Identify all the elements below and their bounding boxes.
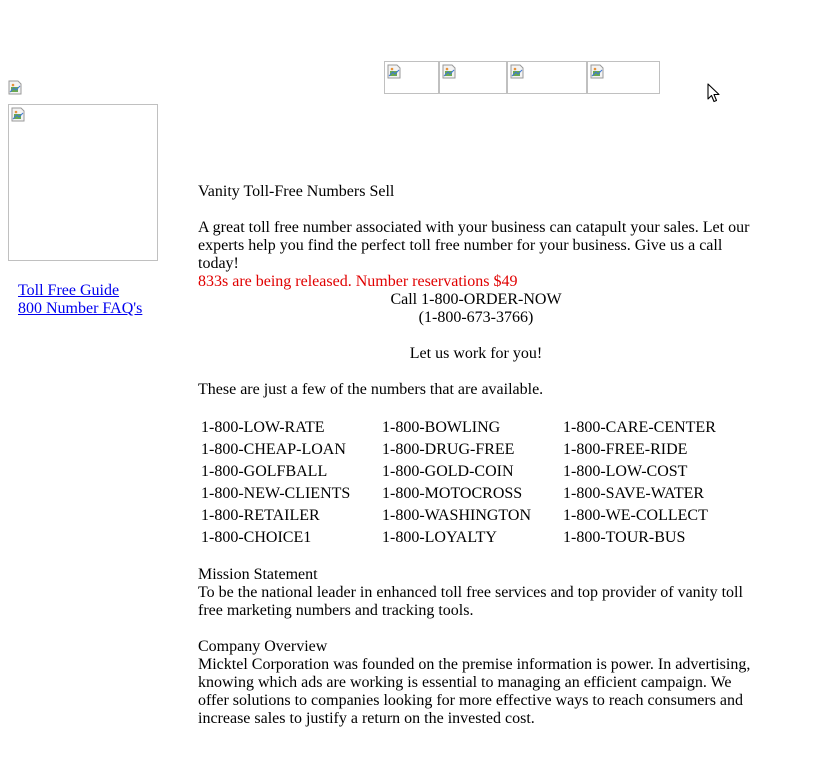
numbers-table — [199, 417, 725, 549]
broken-image-icon — [11, 107, 25, 122]
nav-image-3[interactable] — [507, 61, 587, 94]
number-cell: 1-800-MOTOCROSS — [382, 485, 523, 502]
number-cell: 1-800-GOLFBALL — [201, 463, 328, 480]
number-cell: 1-800-GOLD-COIN — [382, 463, 514, 480]
table-row — [199, 527, 725, 549]
number-cell: 1-800-LOW-RATE — [201, 419, 325, 436]
table-row — [199, 439, 725, 461]
table-row — [199, 483, 725, 505]
number-cell: 1-800-CHEAP-LOAN — [201, 441, 346, 458]
intro-text: A great toll free number associated with your business can catapult your sales. Let our experts help you find the perfect toll free number for your business. Give us a call today! — [198, 219, 750, 272]
numbers-intro: These are just a few of the numbers that are available. — [198, 381, 544, 398]
call-text: Call 1-800-ORDER-NOW — [390, 291, 562, 308]
number-cell: 1-800-CHOICE1 — [201, 529, 312, 546]
main-content — [198, 183, 754, 728]
number-cell: 1-800-SAVE-WATER — [563, 485, 705, 502]
promo-text: 833s are being released. Number reservations $49 — [198, 273, 518, 290]
number-cell: 1-800-WASHINGTON — [382, 507, 532, 524]
broken-image-icon — [442, 64, 456, 79]
number-cell: 1-800-CARE-CENTER — [563, 419, 716, 436]
number-cell: 1-800-LOYALTY — [382, 529, 497, 546]
sidebar-links — [18, 282, 142, 318]
number-cell: 1-800-TOUR-BUS — [563, 529, 686, 546]
number-cell: 1-800-WE-COLLECT — [563, 507, 708, 524]
nav-image-2[interactable] — [439, 61, 507, 94]
number-cell: 1-800-DRUG-FREE — [382, 441, 515, 458]
call-digits: (1-800-673-3766) — [418, 309, 534, 326]
table-row — [199, 461, 725, 483]
nav-image-1[interactable] — [384, 61, 439, 94]
sidebar-image — [8, 104, 158, 261]
number-cell: 1-800-RETAILER — [201, 507, 320, 524]
broken-image-icon — [510, 64, 524, 79]
toll-free-guide-link[interactable]: Toll Free Guide — [18, 282, 120, 299]
broken-image-icon — [387, 64, 401, 79]
overview-heading: Company Overview — [198, 638, 328, 655]
number-cell: 1-800-BOWLING — [382, 419, 501, 436]
broken-image-icon — [8, 80, 22, 95]
broken-image-icon — [590, 64, 604, 79]
logo-image — [8, 80, 24, 96]
page-title: Vanity Toll-Free Numbers Sell — [198, 183, 395, 200]
work-for-you-text: Let us work for you! — [409, 345, 543, 362]
number-cell: 1-800-LOW-COST — [563, 463, 688, 480]
overview-text: Micktel Corporation was founded on the premise information is power. In advertising, knowing which ads are working is essential to managing an efficient campaign. We offer solutions to companies looking for more effective ways to reach consumers and increase sales to justify a return on the invested cost. — [198, 656, 751, 727]
mission-heading: Mission Statement — [198, 566, 318, 583]
nav-image-4[interactable] — [587, 61, 660, 94]
faq-link[interactable]: 800 Number FAQ's — [18, 300, 143, 317]
table-row — [199, 505, 725, 527]
mouse-cursor-icon — [707, 83, 721, 103]
table-row — [199, 417, 725, 439]
mission-text: To be the national leader in enhanced toll free services and top provider of vanity toll free marketing numbers and tracking tools. — [198, 584, 743, 619]
number-cell: 1-800-NEW-CLIENTS — [201, 485, 351, 502]
number-cell: 1-800-FREE-RIDE — [563, 441, 688, 458]
